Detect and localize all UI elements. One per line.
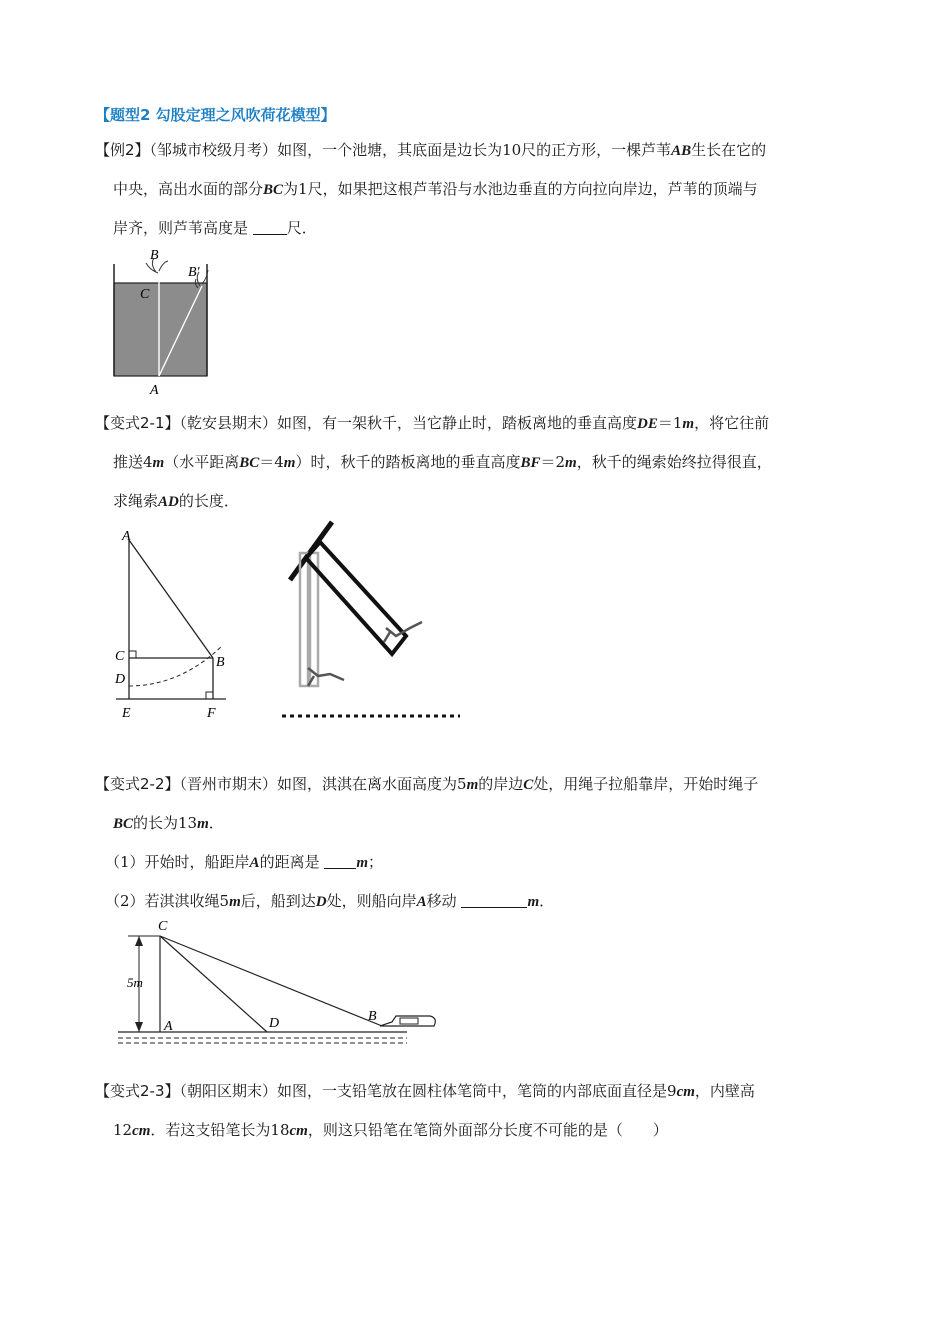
answer-blank-q2[interactable] (461, 892, 527, 908)
svg-text:A: A (164, 1019, 173, 1034)
answer-blank-q1[interactable] (324, 853, 356, 869)
variant22-problem: 【变式2-2】（晋州市期末）如图，淇淇在离水面高度为5m的岸边C处，用绳子拉船靠岸，开始时绳子 BC的长为13m． （1）开始时，船距岸A的距离是 m； （2）若淇淇收绳5m后，船到达D处，则船向岸A移动 m． (95, 775, 759, 910)
height-label: 5m (127, 975, 143, 990)
svg-text:D: D (269, 1016, 280, 1031)
svg-text:A: A (122, 529, 131, 544)
child-icon (308, 668, 344, 686)
pond-figure (108, 246, 218, 398)
example2-problem: 【例2】（邹城市校级月考）如图，一个池塘，其底面是边长为10尺的正方形，一棵芦苇AB生长在它的 中央，高出水面的部分BC为1尺，如果把这根芦苇沿与水池边垂直的方向拉向岸边，芦苇的顶端与 岸齐，则芦苇高度是 尺． (95, 141, 767, 237)
svg-text:B: B (216, 655, 225, 670)
svg-text:E: E (122, 706, 131, 721)
swing-picture (278, 518, 468, 723)
swing-geometry-figure (110, 526, 235, 721)
svg-text:D: D (115, 672, 126, 687)
section-title: 【题型2 勾股定理之风吹荷花模型】 (95, 106, 336, 124)
variant21-problem: 【变式2-1】（乾安县期末）如图，有一架秋千，当它静止时，踏板离地的垂直高度DE＝1m，将它往前 推送4m（水平距离BC＝4m）时，秋千的踏板离地的垂直高度BF＝2m，秋千的绳索始终拉得很直， 求绳索AD的长度． (95, 414, 772, 510)
answer-blank[interactable] (253, 219, 287, 235)
label-a: A (150, 383, 159, 398)
svg-text:F: F (207, 706, 216, 721)
svg-text:C: C (115, 649, 125, 664)
example2-tag: 【例2】 (95, 141, 150, 159)
water-area (114, 283, 207, 376)
svg-text:B: B (368, 1009, 377, 1024)
boat-figure (112, 914, 442, 1049)
variant23-problem: 【变式2-3】（朝阳区期末）如图，一支铅笔放在圆柱体笔筒中，笔筒的内部底面直径是9cm，内壁高 12cm．若这支铅笔长为18cm，则这只铅笔在笔筒外面部分长度不可能的是（ ） (95, 1082, 755, 1139)
label-b-prime: B′ (188, 265, 200, 280)
svg-text:C: C (158, 919, 168, 934)
label-b: B (150, 248, 159, 263)
label-c: C (140, 287, 150, 302)
